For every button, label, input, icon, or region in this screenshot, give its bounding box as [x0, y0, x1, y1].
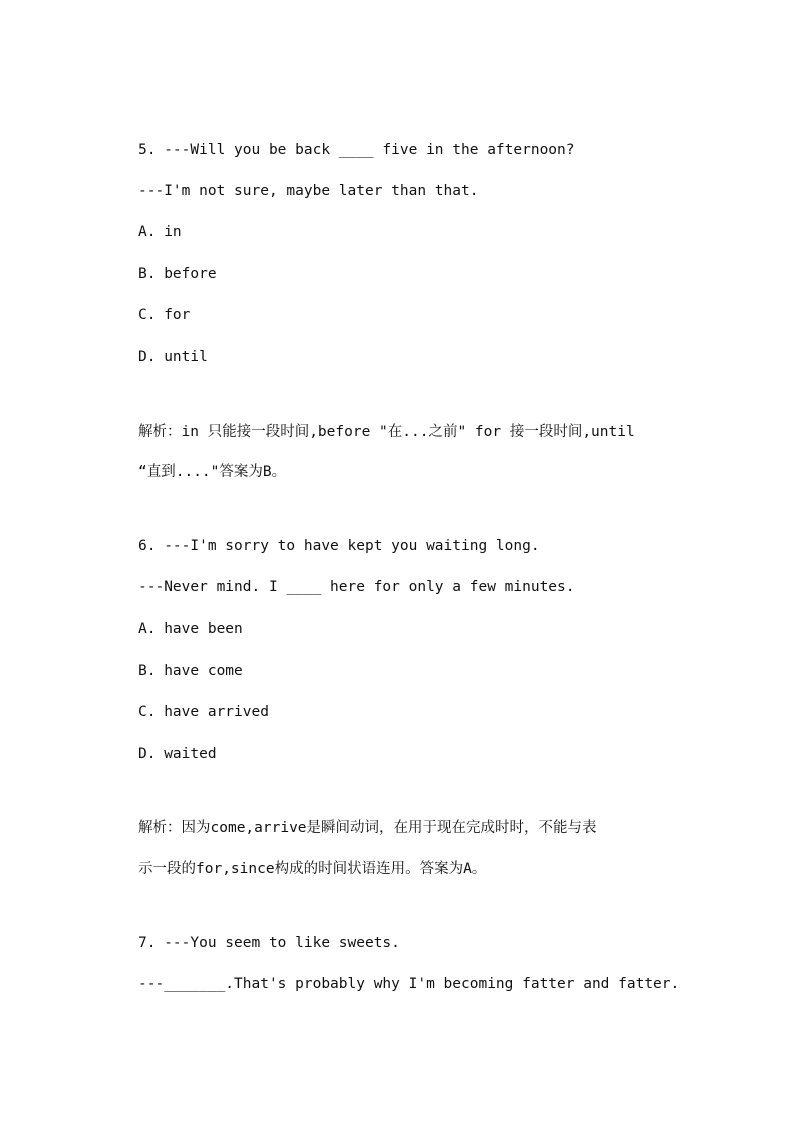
question-7-reply: ---_______.That's probably why I'm becoming fatter and fatter.: [138, 976, 680, 992]
question-6-stem: 6. ---I'm sorry to have kept you waiting long.: [138, 538, 540, 554]
question-6-analysis-line-2: 示一段的for,since构成的时间状语连用。答案为A。: [138, 861, 487, 877]
question-5-analysis-line-1: 解析：in 只能接一段时间,before "在...之前" for 接一段时间,until: [138, 424, 635, 440]
question-5-option-a: A. in: [138, 224, 182, 240]
question-6-reply: ---Never mind. I ____ here for only a few minutes.: [138, 579, 575, 595]
question-5-option-c: C. for: [138, 307, 191, 323]
question-5-reply: ---I'm not sure, maybe later than that.: [138, 183, 479, 199]
question-6-analysis-line-1: 解析：因为come,arrive是瞬间动词，在用于现在完成时时，不能与表: [138, 820, 597, 836]
question-6-option-c: C. have arrived: [138, 704, 269, 720]
question-5-option-b: B. before: [138, 266, 217, 282]
question-5-option-d: D. until: [138, 349, 208, 365]
question-6-option-b: B. have come: [138, 663, 243, 679]
question-7-stem: 7. ---You seem to like sweets.: [138, 935, 400, 951]
question-5-analysis-line-2: “直到...."答案为B。: [138, 464, 287, 480]
question-6-option-a: A. have been: [138, 621, 243, 637]
question-6-option-d: D. waited: [138, 746, 217, 762]
question-5-stem: 5. ---Will you be back ____ five in the afternoon?: [138, 142, 575, 158]
